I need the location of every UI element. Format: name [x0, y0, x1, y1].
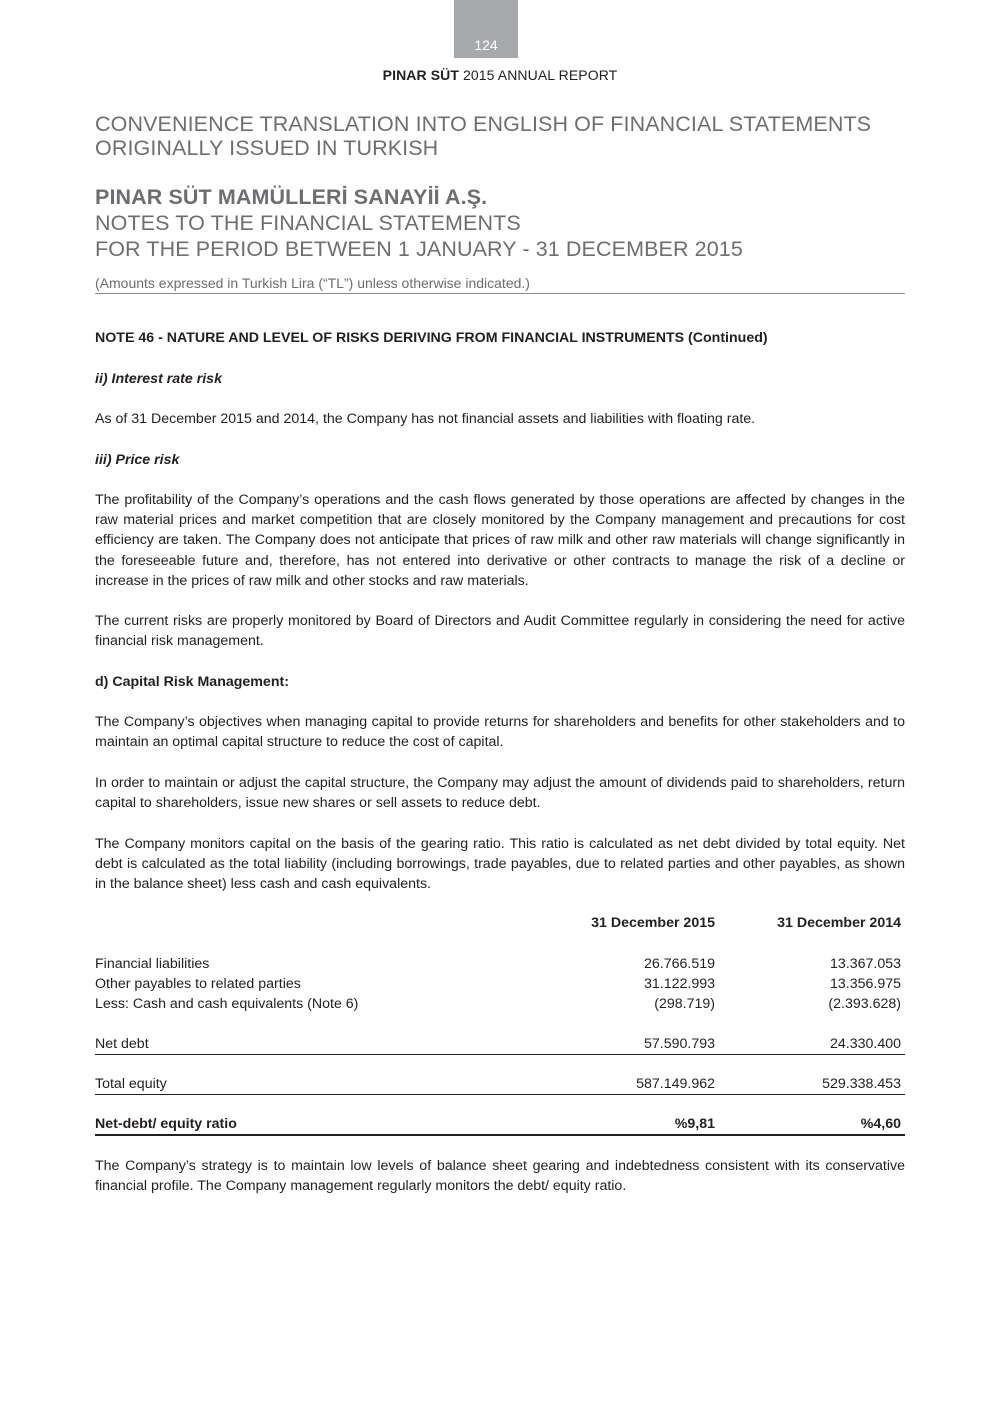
row-label: Less: Cash and cash equivalents (Note 6) [95, 996, 359, 1012]
report-brand: PINAR SÜT [382, 67, 460, 83]
value-2014: 13.356.975 [829, 976, 901, 992]
note-title: NOTE 46 - NATURE AND LEVEL OF RISKS DERIVING FROM FINANCIAL INSTRUMENTS (Continued) [95, 330, 768, 346]
closing-paragraph: The Company’s strategy is to maintain low levels of balance sheet gearing and indebtedness consistent with its conservative financial profile. The Company management regularly monitors the debt/ equity ratio. [95, 1158, 905, 1195]
capital-risk-paragraph-1: The Company’s objectives when managing capital to provide returns for shareholders and benefits for other stakeholders and to maintain an optimal capital structure to reduce the cost of capital. [95, 714, 905, 751]
table-row [95, 974, 905, 994]
value-2015: 587.149.962 [636, 1076, 715, 1092]
capital-risk-heading: d) Capital Risk Management: [95, 674, 289, 690]
value-2015: %9,81 [674, 1116, 715, 1132]
translation-heading [95, 112, 915, 160]
interest-rate-heading: ii) Interest rate risk [95, 371, 222, 387]
value-2014: 24.330.400 [829, 1036, 901, 1052]
price-risk-paragraph-1: The profitability of the Company’s operations and the cash flows generated by those operations are affected by changes in the raw material prices and market competition that are closely monitored by the Company management and precautions for cost efficiency are taken. The Company does not anticipate that prices of raw milk and other raw materials will change significantly in the foreseeable future and, therefore, has not entered into derivative or other contracts to manage the risk of a decline or increase in the prices of raw milk and other stocks and raw materials. [95, 492, 905, 589]
translation-line-2: ORIGINALLY ISSUED IN TURKISH [95, 136, 439, 160]
value-2014: %4,60 [860, 1116, 901, 1132]
value-2015: 31.122.993 [643, 976, 715, 992]
value-2015: 57.590.793 [643, 1036, 715, 1052]
column-header-2015: 31 December 2015 [591, 915, 715, 931]
translation-line-1: CONVENIENCE TRANSLATION INTO ENGLISH OF FINANCIAL STATEMENTS [95, 112, 872, 136]
interest-rate-text: As of 31 December 2015 and 2014, the Company has not financial assets and liabilities with floating rate. [95, 411, 756, 427]
report-title-text: 2015 ANNUAL REPORT [463, 67, 618, 83]
value-2014: (2.393.628) [828, 996, 901, 1012]
row-label: Financial liabilities [95, 956, 210, 972]
company-name: PINAR SÜT MAMÜLLERİ SANAYİİ A.Ş. [95, 185, 488, 209]
price-risk-paragraph-2: The current risks are properly monitored by Board of Directors and Audit Committee regularly in considering the need for active financial risk management. [95, 613, 905, 650]
row-label: Net debt [95, 1036, 149, 1052]
table-row [95, 994, 905, 1014]
table-row-ratio [95, 1114, 905, 1136]
page-number-tab [454, 0, 518, 58]
period-heading: FOR THE PERIOD BETWEEN 1 JANUARY - 31 DECEMBER 2015 [95, 237, 743, 261]
value-2015: 26.766.519 [643, 956, 715, 972]
amounts-note: (Amounts expressed in Turkish Lira (“TL”) unless otherwise indicated.) [95, 275, 905, 294]
page-number: 124 [474, 37, 498, 53]
row-label: Net-debt/ equity ratio [95, 1116, 237, 1132]
table-header-row [95, 913, 905, 933]
table-row-total-equity [95, 1074, 905, 1095]
value-2014: 13.367.053 [829, 956, 901, 972]
value-2014: 529.338.453 [822, 1076, 901, 1092]
price-risk-heading: iii) Price risk [95, 452, 180, 468]
column-header-2014: 31 December 2014 [777, 915, 901, 931]
row-label: Other payables to related parties [95, 976, 301, 992]
table-row-net-debt [95, 1034, 905, 1055]
capital-risk-paragraph-2: In order to maintain or adjust the capital structure, the Company may adjust the amount of dividends paid to shareholders, return capital to shareholders, issue new shares or sell assets to reduce debt. [95, 775, 905, 812]
table-row [95, 954, 905, 974]
capital-risk-paragraph-3: The Company monitors capital on the basis of the gearing ratio. This ratio is calculated as net debt divided by total equity. Net debt is calculated as the total liability (including borrowings, trade payables, due to related parties and other payables, as shown in the balance sheet) less cash and cash equivalents. [95, 836, 905, 893]
row-label: Total equity [95, 1076, 167, 1092]
value-2015: (298.719) [654, 996, 715, 1012]
notes-heading: NOTES TO THE FINANCIAL STATEMENTS [95, 211, 521, 235]
report-title [0, 67, 1000, 83]
